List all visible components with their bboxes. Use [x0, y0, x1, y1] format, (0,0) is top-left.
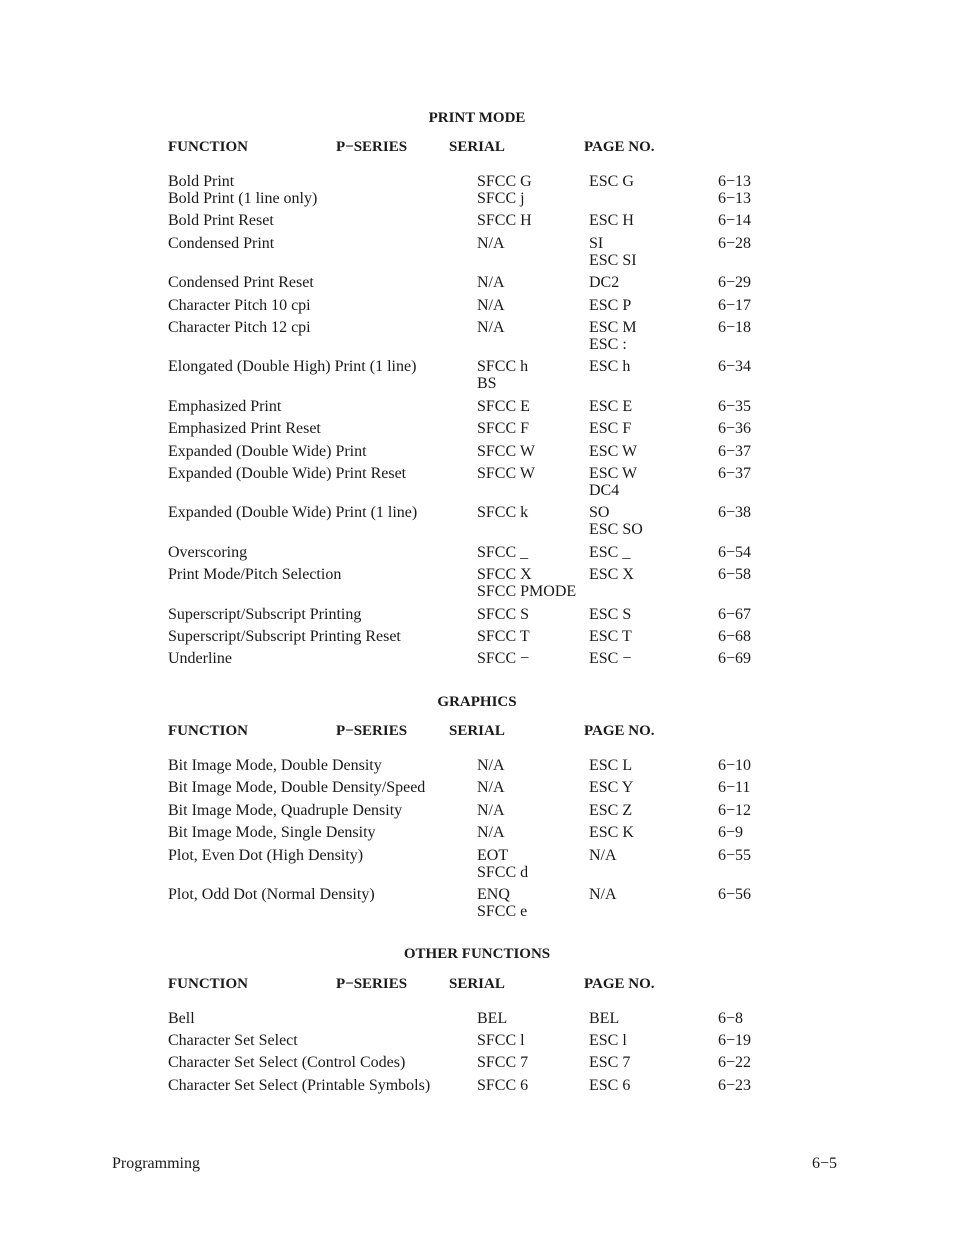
page-no-cell: 6−22 — [718, 1054, 752, 1071]
p-series-cell — [477, 297, 505, 314]
serial-cell — [589, 628, 632, 645]
p-series-cell — [477, 504, 528, 521]
serial-cell — [589, 566, 634, 583]
serial-cell-line: ESC h — [589, 358, 631, 375]
serial-cell — [589, 1077, 630, 1094]
function-cell: Bit Image Mode, Quadruple Density — [168, 802, 403, 819]
function-cell: Bit Image Mode, Single Density — [168, 824, 376, 841]
page-no-cell: 6−11 — [718, 779, 751, 796]
page-no-cell: 6−13 — [718, 190, 752, 207]
serial-cell-line: ESC _ — [589, 544, 631, 561]
serial-cell-line: ESC K — [589, 824, 634, 841]
serial-cell-line: ESC T — [589, 628, 632, 645]
serial-cell-line: ESC S — [589, 606, 632, 623]
page-no-cell: 6−36 — [718, 420, 752, 437]
p-series-cell-line: SFCC PMODE — [477, 583, 577, 600]
function-cell: Underline — [168, 650, 232, 667]
p-series-cell-line: ENQ — [477, 886, 510, 903]
serial-cell-line: ESC − — [589, 650, 632, 667]
p-series-cell-line: SFCC j — [477, 190, 525, 207]
serial-cell — [589, 173, 634, 190]
function-cell: Bold Print — [168, 173, 235, 190]
function-cell: Emphasized Print Reset — [168, 420, 321, 437]
p-series-cell — [477, 358, 528, 392]
page-no-cell: 6−29 — [718, 274, 752, 291]
page-no-cell: 6−18 — [718, 319, 752, 336]
header-serial: SERIAL — [449, 723, 505, 739]
header-p-series: P−SERIES — [336, 976, 408, 992]
page-no-cell: 6−28 — [718, 235, 752, 252]
page-no-cell: 6−56 — [718, 886, 752, 903]
header-p-series: P−SERIES — [336, 139, 408, 155]
p-series-cell-line: SFCC W — [477, 443, 535, 460]
header-p-series: P−SERIES — [336, 723, 408, 739]
serial-cell-line: N/A — [589, 847, 617, 864]
p-series-cell-line: SFCC l — [477, 1032, 525, 1049]
serial-cell-line: DC2 — [589, 274, 620, 291]
p-series-cell — [477, 212, 532, 229]
p-series-cell — [477, 443, 535, 460]
p-series-cell-line: N/A — [477, 779, 505, 796]
p-series-cell-line: SFCC − — [477, 650, 530, 667]
header-page-no: PAGE NO. — [584, 723, 655, 739]
page-no-cell: 6−19 — [718, 1032, 752, 1049]
serial-cell — [589, 465, 637, 499]
print-mode-title: PRINT MODE — [428, 110, 526, 126]
serial-cell-line: ESC SO — [589, 521, 643, 538]
p-series-cell-line: EOT — [477, 847, 509, 864]
function-cell: Bold Print (1 line only) — [168, 190, 318, 207]
p-series-cell-line: BEL — [477, 1010, 508, 1027]
p-series-cell-line: BS — [477, 375, 497, 392]
p-series-cell — [477, 1054, 528, 1071]
function-cell: Emphasized Print — [168, 398, 282, 415]
p-series-cell — [477, 544, 528, 561]
p-series-cell-line: SFCC 6 — [477, 1077, 529, 1094]
serial-cell-line: SI — [589, 235, 604, 252]
p-series-cell — [477, 274, 505, 291]
serial-cell-line: ESC G — [589, 173, 634, 190]
p-series-cell — [477, 1077, 528, 1094]
function-cell: Expanded (Double Wide) Print — [168, 443, 367, 460]
function-cell: Character Set Select (Printable Symbols) — [168, 1077, 431, 1094]
serial-cell — [589, 650, 631, 667]
page-no-cell: 6−54 — [718, 544, 752, 561]
serial-cell — [589, 504, 643, 538]
serial-cell-line: ESC SI — [589, 252, 637, 269]
p-series-cell — [477, 779, 505, 796]
serial-cell-line: ESC l — [589, 1032, 627, 1049]
page-no-cell: 6−37 — [718, 443, 752, 460]
serial-cell-line: ESC M — [589, 319, 637, 336]
p-series-cell — [477, 235, 505, 252]
serial-cell — [589, 235, 637, 269]
serial-cell — [589, 1054, 630, 1071]
serial-cell-line: ESC H — [589, 212, 634, 229]
function-cell: Bell — [168, 1010, 195, 1027]
p-series-cell-line: SFCC E — [477, 398, 530, 415]
p-series-cell-line: N/A — [477, 297, 505, 314]
p-series-cell-line: SFCC h — [477, 358, 529, 375]
serial-cell-line: BEL — [589, 1010, 620, 1027]
function-cell: Character Set Select — [168, 1032, 298, 1049]
page-no-cell: 6−37 — [718, 465, 752, 482]
serial-cell-line: ESC Z — [589, 802, 633, 819]
p-series-cell-line: SFCC T — [477, 628, 530, 645]
p-series-cell-line: SFCC e — [477, 903, 528, 920]
p-series-cell-line: N/A — [477, 235, 505, 252]
function-cell: Character Pitch 12 cpi — [168, 319, 311, 336]
serial-cell-line: ESC F — [589, 420, 632, 437]
p-series-cell — [477, 628, 530, 645]
p-series-cell-line: N/A — [477, 802, 505, 819]
function-cell: Overscoring — [168, 544, 248, 561]
serial-cell-line: ESC W — [589, 443, 638, 460]
p-series-cell-line: SFCC k — [477, 504, 529, 521]
p-series-cell-line: SFCC W — [477, 465, 535, 482]
serial-cell-line: ESC E — [589, 398, 633, 415]
serial-cell — [589, 544, 630, 561]
function-cell: Expanded (Double Wide) Print (1 line) — [168, 504, 418, 521]
header-page-no: PAGE NO. — [584, 139, 655, 155]
function-cell: Print Mode/Pitch Selection — [168, 566, 342, 583]
serial-cell — [589, 886, 617, 903]
serial-cell-line: ESC Y — [589, 779, 634, 796]
serial-cell — [589, 297, 631, 314]
p-series-cell — [477, 566, 576, 600]
p-series-cell — [477, 886, 527, 920]
function-cell: Character Set Select (Control Codes) — [168, 1054, 406, 1071]
function-cell: Character Pitch 10 cpi — [168, 297, 311, 314]
p-series-cell-line: SFCC 7 — [477, 1054, 529, 1071]
serial-cell — [589, 319, 637, 353]
footer-section-name: Programming — [112, 1155, 200, 1172]
p-series-cell — [477, 847, 528, 881]
header-serial: SERIAL — [449, 976, 505, 992]
serial-cell — [589, 847, 617, 864]
p-series-cell — [477, 1010, 507, 1027]
serial-cell-line: SO — [589, 504, 610, 521]
p-series-cell — [477, 465, 535, 482]
serial-cell — [589, 1032, 627, 1049]
function-cell: Condensed Print Reset — [168, 274, 314, 291]
page-no-cell: 6−14 — [718, 212, 752, 229]
page-no-cell: 6−8 — [718, 1010, 744, 1027]
serial-cell — [589, 606, 631, 623]
page-no-cell: 6−10 — [718, 757, 752, 774]
serial-cell — [589, 274, 619, 291]
p-series-cell-line: N/A — [477, 274, 505, 291]
serial-cell-line: N/A — [589, 886, 617, 903]
serial-cell-line: ESC 6 — [589, 1077, 631, 1094]
serial-cell-line: DC4 — [589, 482, 620, 499]
serial-cell-line: ESC X — [589, 566, 634, 583]
serial-cell — [589, 420, 631, 437]
serial-cell — [589, 358, 630, 375]
p-series-cell-line: SFCC d — [477, 864, 529, 881]
serial-cell — [589, 757, 632, 774]
p-series-cell — [477, 802, 505, 819]
p-series-cell-line: N/A — [477, 824, 505, 841]
serial-cell-line: ESC W — [589, 465, 638, 482]
p-series-cell — [477, 1032, 525, 1049]
page-no-cell: 6−17 — [718, 297, 752, 314]
p-series-cell-line: SFCC H — [477, 212, 532, 229]
page-no-cell: 6−9 — [718, 824, 744, 841]
p-series-cell — [477, 757, 505, 774]
serial-cell-line: ESC P — [589, 297, 632, 314]
serial-cell-line: ESC L — [589, 757, 633, 774]
serial-cell-line: ESC 7 — [589, 1054, 631, 1071]
header-serial: SERIAL — [449, 139, 505, 155]
page-no-cell: 6−35 — [718, 398, 752, 415]
header-function: FUNCTION — [168, 723, 249, 739]
page-no-cell: 6−68 — [718, 628, 752, 645]
p-series-cell — [477, 606, 529, 623]
header-function: FUNCTION — [168, 976, 249, 992]
function-cell: Bit Image Mode, Double Density/Speed — [168, 779, 426, 796]
function-cell: Plot, Odd Dot (Normal Density) — [168, 886, 375, 903]
p-series-cell-line: N/A — [477, 757, 505, 774]
function-cell: Elongated (Double High) Print (1 line) — [168, 358, 417, 375]
function-cell: Plot, Even Dot (High Density) — [168, 847, 364, 864]
p-series-cell-line: SFCC S — [477, 606, 530, 623]
page-no-cell: 6−12 — [718, 802, 752, 819]
function-cell: Bold Print Reset — [168, 212, 274, 229]
p-series-cell — [477, 190, 525, 207]
serial-cell — [589, 212, 634, 229]
p-series-cell-line: SFCC X — [477, 566, 532, 583]
p-series-cell — [477, 420, 529, 437]
function-cell: Superscript/Subscript Printing Reset — [168, 628, 401, 645]
serial-cell — [589, 779, 633, 796]
page-no-cell: 6−23 — [718, 1077, 752, 1094]
p-series-cell — [477, 319, 505, 336]
p-series-cell — [477, 173, 532, 190]
header-page-no: PAGE NO. — [584, 976, 655, 992]
serial-cell — [589, 802, 632, 819]
serial-cell — [589, 1010, 619, 1027]
p-series-cell — [477, 398, 530, 415]
function-cell: Expanded (Double Wide) Print Reset — [168, 465, 407, 482]
footer-page-number: 6−5 — [812, 1155, 838, 1172]
page-no-cell: 6−13 — [718, 173, 752, 190]
serial-cell-line: ESC : — [589, 336, 627, 353]
serial-cell — [589, 398, 632, 415]
page-no-cell: 6−34 — [718, 358, 752, 375]
page-no-cell: 6−67 — [718, 606, 752, 623]
function-cell: Superscript/Subscript Printing — [168, 606, 362, 623]
function-cell: Bit Image Mode, Double Density — [168, 757, 382, 774]
p-series-cell — [477, 650, 529, 667]
function-cell: Condensed Print — [168, 235, 275, 252]
p-series-cell — [477, 824, 505, 841]
p-series-cell-line: SFCC G — [477, 173, 532, 190]
serial-cell — [589, 443, 637, 460]
page-no-cell: 6−58 — [718, 566, 752, 583]
p-series-cell-line: SFCC _ — [477, 544, 529, 561]
header-function: FUNCTION — [168, 139, 249, 155]
other-functions-title: OTHER FUNCTIONS — [403, 946, 551, 962]
page-no-cell: 6−55 — [718, 847, 752, 864]
serial-cell — [589, 824, 634, 841]
graphics-title: GRAPHICS — [437, 694, 517, 710]
p-series-cell-line: SFCC F — [477, 420, 530, 437]
page-no-cell: 6−38 — [718, 504, 752, 521]
p-series-cell-line: N/A — [477, 319, 505, 336]
page-no-cell: 6−69 — [718, 650, 752, 667]
